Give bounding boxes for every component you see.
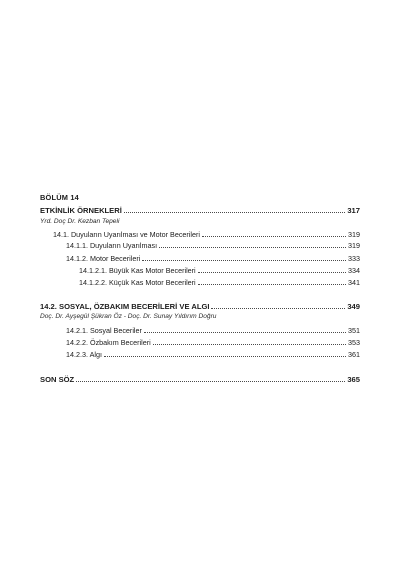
toc-entry-title: 14.1.2. Motor Becerileri bbox=[66, 254, 141, 263]
toc-entry-page: 351 bbox=[348, 326, 360, 335]
toc-entry-page: 319 bbox=[348, 230, 360, 239]
toc-entry-title: 14.2. SOSYAL, ÖZBAKIM BECERİLERİ VE ALGI bbox=[40, 302, 210, 311]
dot-leader bbox=[142, 260, 346, 261]
toc-entry-page: 334 bbox=[348, 266, 360, 275]
section-author: Doç. Dr. Ayşegül Şükran Öz - Doç. Dr. Sunay Yıldırım Doğru bbox=[40, 313, 217, 320]
toc-entry-son-soz[interactable] bbox=[40, 373, 360, 384]
toc-entry-page: 361 bbox=[348, 350, 360, 359]
toc-entry-title: 14.1.2.2. Küçük Kas Motor Becerileri bbox=[79, 278, 196, 287]
toc-entry[interactable] bbox=[79, 264, 360, 275]
dot-leader bbox=[211, 308, 345, 309]
toc-entry[interactable] bbox=[66, 239, 360, 250]
dot-leader bbox=[124, 212, 345, 213]
toc-entry-title: 14.1.2.1. Büyük Kas Motor Becerileri bbox=[79, 266, 196, 275]
dot-leader bbox=[104, 356, 346, 357]
chapter-label: BÖLÜM 14 bbox=[40, 193, 79, 202]
toc-entry-title: 14.1. Duyuların Uyarılması ve Motor Becerileri bbox=[53, 230, 200, 239]
dot-leader bbox=[144, 332, 346, 333]
toc-entry-title: 14.2.1. Sosyal Beceriler bbox=[66, 326, 142, 335]
toc-entry[interactable] bbox=[79, 276, 360, 287]
toc-entry[interactable] bbox=[66, 324, 360, 335]
toc-entry[interactable] bbox=[53, 228, 360, 239]
toc-entry-title: 14.1.1. Duyuların Uyarılması bbox=[66, 241, 158, 250]
toc-entry-page: 317 bbox=[347, 206, 360, 215]
toc-entry[interactable] bbox=[66, 348, 360, 359]
dot-leader bbox=[198, 272, 346, 273]
toc-entry-page: 365 bbox=[347, 375, 360, 384]
section-author: Yrd. Doç Dr. Kezban Tepeli bbox=[40, 218, 120, 225]
toc-entry-etkinlik-ornekleri[interactable] bbox=[40, 204, 360, 215]
dot-leader bbox=[153, 344, 346, 345]
toc-entry[interactable] bbox=[66, 336, 360, 347]
toc-entry-title: 14.2.2. Özbakım Becerileri bbox=[66, 338, 151, 347]
toc-entry-page: 349 bbox=[347, 302, 360, 311]
toc-entry-page: 333 bbox=[348, 254, 360, 263]
dot-leader bbox=[198, 284, 346, 285]
toc-entry-page: 353 bbox=[348, 338, 360, 347]
dot-leader bbox=[159, 247, 346, 248]
dot-leader bbox=[202, 236, 346, 237]
toc-entry-title: SON SÖZ bbox=[40, 375, 75, 384]
toc-entry-page: 341 bbox=[348, 278, 360, 287]
dot-leader bbox=[76, 381, 345, 382]
toc-entry-sosyal-ozbakim[interactable] bbox=[40, 300, 360, 311]
toc-entry-page: 319 bbox=[348, 241, 360, 250]
toc-entry-title: 14.2.3. Algı bbox=[66, 350, 102, 359]
toc-entry[interactable] bbox=[66, 252, 360, 263]
toc-entry-title: ETKİNLİK ÖRNEKLERİ bbox=[40, 206, 122, 215]
